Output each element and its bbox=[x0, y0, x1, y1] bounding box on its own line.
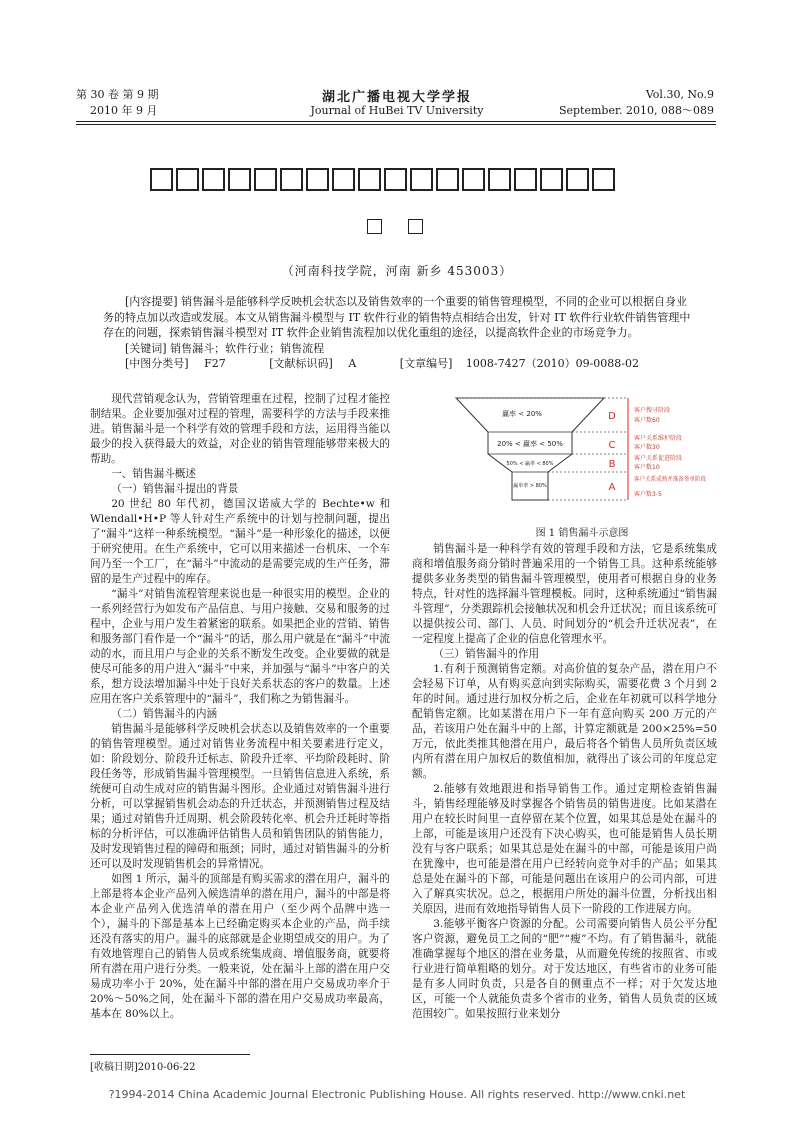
stage-d-count: 客户数60 bbox=[634, 417, 660, 424]
stage-c-label: 客户关系维护阶段 bbox=[634, 435, 683, 442]
stage-b-count: 客户数10 bbox=[634, 464, 660, 471]
copyright-footer: ?1994-2014 China Academic Journal Electronic Publishing House. All rights reserved. http://www.cnki.net bbox=[108, 1088, 686, 1101]
title-glyph-box bbox=[228, 168, 251, 191]
doc-code-label: [文献标识码] bbox=[269, 357, 333, 370]
title-glyph-box bbox=[306, 168, 329, 191]
title-glyph-box bbox=[384, 168, 407, 191]
stage-b-label: 客户关系促进阶段 bbox=[634, 455, 683, 462]
affiliation: （河南科技学院，河南 新乡 453003） bbox=[281, 264, 513, 278]
funnel-figure bbox=[452, 392, 712, 516]
body-paragraph: 20 世纪 80 年代初，德国汉诺威大学的 Bechte•w 和 Wlendall•H•P 等人针对生产系统中的计划与控制问题，提出了“漏斗”这样一种系统模型。“漏斗”是一种形象化的描述，以便于研究使用。在生产系统中，它可以用来描述一台机床、一个车间乃至一个工厂，在“漏斗”中流动的是需要完成的生产任务，滞留的是生产过程中的库存。 bbox=[90, 498, 390, 585]
body-paragraph: 3.能够平衡客户资源的分配。公司需要向销售人员公平分配客户资源，避免员工之间的“肥”“瘦”不均。有了销售漏斗，就能准确掌握每个地区的潜在业务量，从而避免传统的按照省、市或行业进行简单粗略的划分。对于发达地区，有些省市的业务可能是有多人同时负责，只是各自的侧重点不一样；对于欠发达地区，可能一个人就能负责多个省市的业务，销售人员负责的区域范围较广。如果按照行业来划分 bbox=[412, 918, 717, 1020]
footnote-rule bbox=[90, 1054, 250, 1055]
keywords-label: [关键词] bbox=[125, 341, 167, 355]
volume-issue: 第 30 卷 第 9 期 bbox=[76, 88, 159, 101]
header-rule bbox=[76, 121, 716, 122]
title-glyph-box bbox=[436, 168, 459, 191]
left-column bbox=[90, 392, 390, 1022]
stage-d-letter: D bbox=[608, 411, 616, 422]
body-paragraph: 销售漏斗是能够科学反映机会状态以及销售效率的一个重要的销售管理模型。通过对销售业务流程中相关要素进行定义，如：阶段划分、阶段升迁标志、阶段升迁率、平均阶段耗时、阶段任务等，形成销售漏斗管理模型。一旦销售信息进入系统，系统便可自动生成对应的销售漏斗图形。企业通过对销售漏斗进行分析，可以掌握销售机会动态的升迁状态，并预测销售过程及结果；通过对销售升迁周期、机会阶段转化率、机会升迁耗时等指标的分析评估，可以准确评估销售人员和销售团队的销售能力，及时发现销售过程的障碍和瓶颈；同时，通过对销售漏斗的分析还可以及时发现销售机会的异常情况。 bbox=[90, 723, 390, 870]
author-glyph-box bbox=[408, 219, 423, 234]
article-no-value: 1008-7427（2010）09-0088-02 bbox=[465, 357, 639, 370]
journal-title-cn: 湖北广播电视大学学报 bbox=[321, 90, 472, 105]
body-paragraph: 1.有利于预测销售定额。对高价值的复杂产品，潜在用户不会轻易下订单，从有购买意向到实际购买，需要花费 3 个月到 2 年的时间。通过进行加权分析之后，企业在年初就可以科学地分配销售定额。比如某潜在用户下一年有意向购买 200 万元的产品，若该用户处在漏斗中的上部，计算定额就是 200×25%=50 万元，依此类推其他潜在用户，最后将各个销售人员所负责区域内所有潜在用户加权后的数值相加，就得出了该公司的年度总定额。 bbox=[412, 663, 717, 780]
abstract-text: 销售漏斗是能够科学反映机会状态以及销售效率的一个重要的销售管理模型，不同的企业可以根据自身业务的特点加以改造或发展。本文从销售漏斗模型与 IT 软件行业的销售特点相结合出发，针对 IT 软件行业软件销售管理中存在的问题，探索销售漏斗模型对 IT 软件企业销售流程加以优化重组的途径，以提高软件企业的市场竞争力。 bbox=[103, 295, 691, 339]
subsection-heading: （三）销售漏斗的作用 bbox=[433, 648, 540, 660]
title-glyph-box bbox=[254, 168, 277, 191]
body-paragraph: 销售漏斗是一种科学有效的管理手段和方法，它是系统集成商和增值服务商分销时普遍采用的一个销售工具。这种系统能够提供多业务类型的销售漏斗管理模型，使用者可根据自身的业务特点，针对性的选择漏斗管理模板。同时，这种系统通过“销售漏斗管理”，分类跟踪机会接触状况和机会升迁状况；而且该系统可以提供按公司、部门、人员、时间划分的“机会升迁状况表”，在一定程度上提高了企业的信息化管理水平。 bbox=[412, 543, 717, 645]
title-glyph-box bbox=[566, 168, 589, 191]
volume-issue-en: Vol.30, No.9 bbox=[645, 88, 714, 101]
title-glyph-box bbox=[540, 168, 563, 191]
article-no-label: [文章编号] bbox=[399, 357, 453, 370]
publication-date: 2010 年 9 月 bbox=[90, 104, 158, 117]
right-column bbox=[412, 542, 717, 1022]
stage-b-letter: B bbox=[608, 459, 616, 470]
article-title bbox=[150, 168, 615, 191]
title-glyph-box bbox=[592, 168, 615, 191]
author-name bbox=[367, 219, 423, 234]
journal-title-en: Journal of HuBei TV University bbox=[310, 104, 484, 117]
stage-a-label: 客户关系成熟并准备签单阶段 bbox=[634, 476, 712, 483]
section-heading: 一、销售漏斗概述 bbox=[111, 468, 196, 480]
stage-a-rate: 赢单率 > 80% bbox=[513, 483, 547, 489]
stage-a-letter: A bbox=[608, 482, 616, 493]
figure-caption: 图 1 销售漏斗示意图 bbox=[535, 528, 629, 539]
author-glyph-box bbox=[367, 219, 382, 234]
stage-a-count: 客户数3-5 bbox=[634, 491, 662, 498]
received-date: [收稿日期]2010-06-22 bbox=[90, 1062, 196, 1073]
body-paragraph: 2.能够有效地跟进和指导销售工作。通过定期检查销售漏斗，销售经理能够及时掌握各个销售员的销售进度。比如某潜在用户在较长时间里一直停留在某个位置，如果其总是处在漏斗的上部，可能是该用户还没有下决心购买，也可能是销售人员长期没有与客户联系；如果其总是处在漏斗的中部，可能是该用户尚在犹豫中，也可能是潜在用户已经转向竞争对手的产品；如果其总是处在漏斗的下部，可能是问题出在该用户的公司内部，可进入了解真实状况。总之，根据用户所处的漏斗位置，分析找出相关原因，进而有效地指导销售人员下一阶段的工作进展方向。 bbox=[412, 783, 717, 915]
title-glyph-box bbox=[410, 168, 433, 191]
subsection-heading: （二）销售漏斗的内涵 bbox=[111, 708, 218, 720]
subsection-heading: （一）销售漏斗提出的背景 bbox=[111, 483, 239, 495]
intro-paragraph: 现代营销观念认为，营销管理重在过程，控制了过程才能控制结果。企业要加强对过程的管理，需要科学的方法与手段来推进。销售漏斗是一个科学有效的管理手段和方法，运用得当能以最少的投入获得最大的效益，对企业的销售管理能够带来极大的帮助。 bbox=[90, 393, 390, 465]
title-glyph-box bbox=[514, 168, 537, 191]
stage-c-rate: 20% < 赢率 < 50% bbox=[497, 440, 563, 448]
classification-label: [中图分类号] bbox=[125, 357, 189, 370]
stage-c-count: 客户数30 bbox=[634, 444, 660, 451]
abstract-label: [内容提要] bbox=[125, 295, 178, 308]
title-glyph-box bbox=[488, 168, 511, 191]
body-paragraph: 如图 1 所示，漏斗的顶部是有购买需求的潜在用户，漏斗的上部是将本企业产品列入候选清单的潜在用户，漏斗的中部是将本企业产品列入优选清单的潜在用户（至少两个品牌中选一个），漏斗的下部是基本上已经确定购买本企业的产品，尚手续还没有落实的用户。漏斗的底部就是企业期望成交的用户。为了有效地管理自己的销售人员或系统集成商、增值服务商，就要将所有潜在用户进行分类。一般来说，处在漏斗上部的潜在用户交易成功率小于 20%，处在漏斗中部的潜在用户交易成功率介于 20%～50%之间，处在漏斗下部的潜在用户交易成功率最高，基本在 80%以上。 bbox=[90, 873, 390, 1020]
stage-c-letter: C bbox=[608, 440, 616, 451]
stage-d-label: 客户搜寻阶段 bbox=[634, 407, 671, 414]
title-glyph-box bbox=[150, 168, 173, 191]
title-glyph-box bbox=[202, 168, 225, 191]
header-rule-2 bbox=[76, 124, 716, 125]
doc-code-value: A bbox=[348, 357, 357, 370]
title-glyph-box bbox=[176, 168, 199, 191]
title-glyph-box bbox=[358, 168, 381, 191]
body-paragraph: “漏斗”对销售流程管理来说也是一种很实用的模型。企业的一系列经营行为如发布产品信息、与用户接触、交易和服务的过程中，企业与用户发生着紧密的联系。如果把企业的营销、销售和服务部门看作是一个“漏斗”的话，那么用户就是在“漏斗”中流动的水，而且用户与企业的关系不断发生改变。企业要做的就是使尽可能多的用户进入“漏斗”中来，并加强与“漏斗”中客户的关系，想方设法增加漏斗中处于良好关系状态的客户的数量。上述应用在客户关系管理中的“漏斗”，我们称之为销售漏斗。 bbox=[90, 588, 390, 705]
funnel-diagram bbox=[452, 392, 712, 516]
keywords-text: 销售漏斗；软件行业；销售流程 bbox=[170, 341, 325, 355]
title-glyph-box bbox=[332, 168, 355, 191]
title-glyph-box bbox=[462, 168, 485, 191]
classification-value: F27 bbox=[204, 357, 226, 370]
abstract bbox=[103, 294, 691, 372]
stage-b-rate: 50% < 赢率 < 80% bbox=[506, 461, 554, 467]
title-glyph-box bbox=[280, 168, 303, 191]
date-pages-en: September. 2010, 088～089 bbox=[558, 104, 714, 117]
stage-d-rate: 赢率 < 20% bbox=[502, 410, 542, 418]
